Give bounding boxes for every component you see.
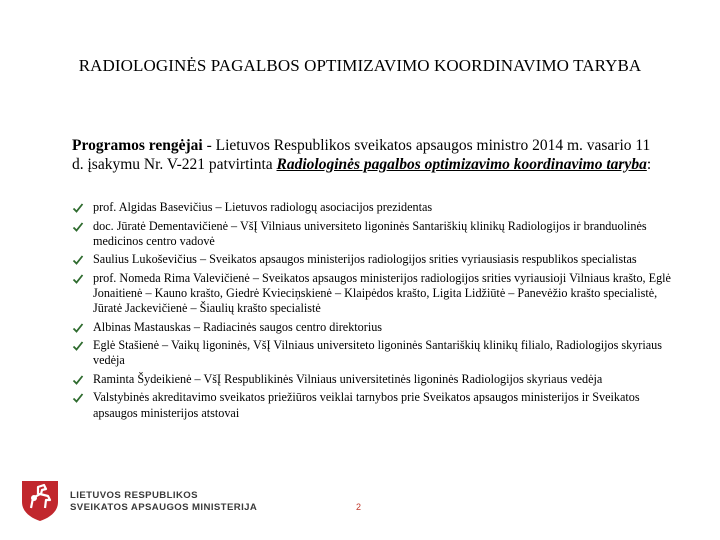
member-text: Albinas Mastauskas – Radiacinės saugos centro direktorius <box>93 319 383 334</box>
checkmark-icon <box>72 273 84 285</box>
checkmark-icon <box>72 202 84 214</box>
page-number: 2 <box>356 502 362 512</box>
member-text: Valstybinės akreditavimo sveikatos priežiūros veiklai tarnybos prie Sveikatos apsaugos ministerijos ir Sveikatos apsaugos ministerijos atstovai <box>93 390 640 420</box>
ministry-logo <box>18 478 278 522</box>
list-item <box>72 271 672 317</box>
organizers-label: Programos rengėjai <box>72 137 203 154</box>
list-item <box>72 338 672 368</box>
slide-title: RADIOLOGINĖS PAGALBOS OPTIMIZAVIMO KOORDINAVIMO TARYBA <box>78 56 642 75</box>
list-item <box>72 390 672 420</box>
member-text: prof. Algidas Basevičius – Lietuvos radiologų asociacijos prezidentas <box>93 200 433 214</box>
member-text: prof. Nomeda Rima Valevičienė – Sveikatos apsaugos ministerijos radiologijos srities vyriausioji Vilniaus krašto, Eglė Jonaitienė – Kauno krašto, Giedrė Kvieciņskienė – Klaipėdos krašto, Ligita Lidžiūtė – Panevėžio krašto specialistė, Jūratė Jackevičienė – Šiaulių krašto specialistė <box>93 270 671 316</box>
member-text: Eglė Stašienė – Vaikų ligoninės, VšĮ Vilniaus universiteto ligoninės Santariškių klinikų filialo, Radiologijos skyriaus vedėja <box>93 338 662 368</box>
checkmark-icon <box>72 322 84 334</box>
ministry-name-line1: LIETUVOS RESPUBLIKOS <box>70 490 198 501</box>
member-text: Saulius Lukoševičius – Sveikatos apsaugos ministerijos radiologijos srities vyriausiasis respublikos specialistas <box>93 252 637 267</box>
intro-colon: : <box>646 156 652 173</box>
checkmark-icon <box>72 374 84 386</box>
member-text: Raminta Šydeikienė – VšĮ Respublikinės Vilniaus universitetinės ligoninės Radiologijos skyriaus vedėja <box>93 371 603 386</box>
council-name: Radiologinės pagalbos optimizavimo koordinavimo taryba <box>276 156 647 173</box>
ministry-name-line2: SVEIKATOS APSAUGOS MINISTERIJA <box>70 502 258 513</box>
members-list <box>72 200 672 424</box>
list-item <box>72 252 672 267</box>
checkmark-icon <box>72 392 84 404</box>
member-text: doc. Jūratė Dementavičienė – VšĮ Vilniaus universiteto ligoninės Santariškių klinikų Radiologijos ir branduolinės medicinos centro vadovė <box>93 218 647 248</box>
list-item <box>72 372 672 387</box>
intro-paragraph <box>72 136 652 174</box>
list-item <box>72 200 672 215</box>
checkmark-icon <box>72 254 84 266</box>
list-item <box>72 219 672 249</box>
checkmark-icon <box>72 221 84 233</box>
intro-text: - Lietuvos Respublikos sveikatos apsaugos ministro 2014 m. vasario 11 d. įsakymu Nr. V-221 patvirtinta <box>72 137 651 173</box>
checkmark-icon <box>72 340 84 352</box>
coat-of-arms-icon <box>18 478 62 522</box>
list-item <box>72 320 672 335</box>
